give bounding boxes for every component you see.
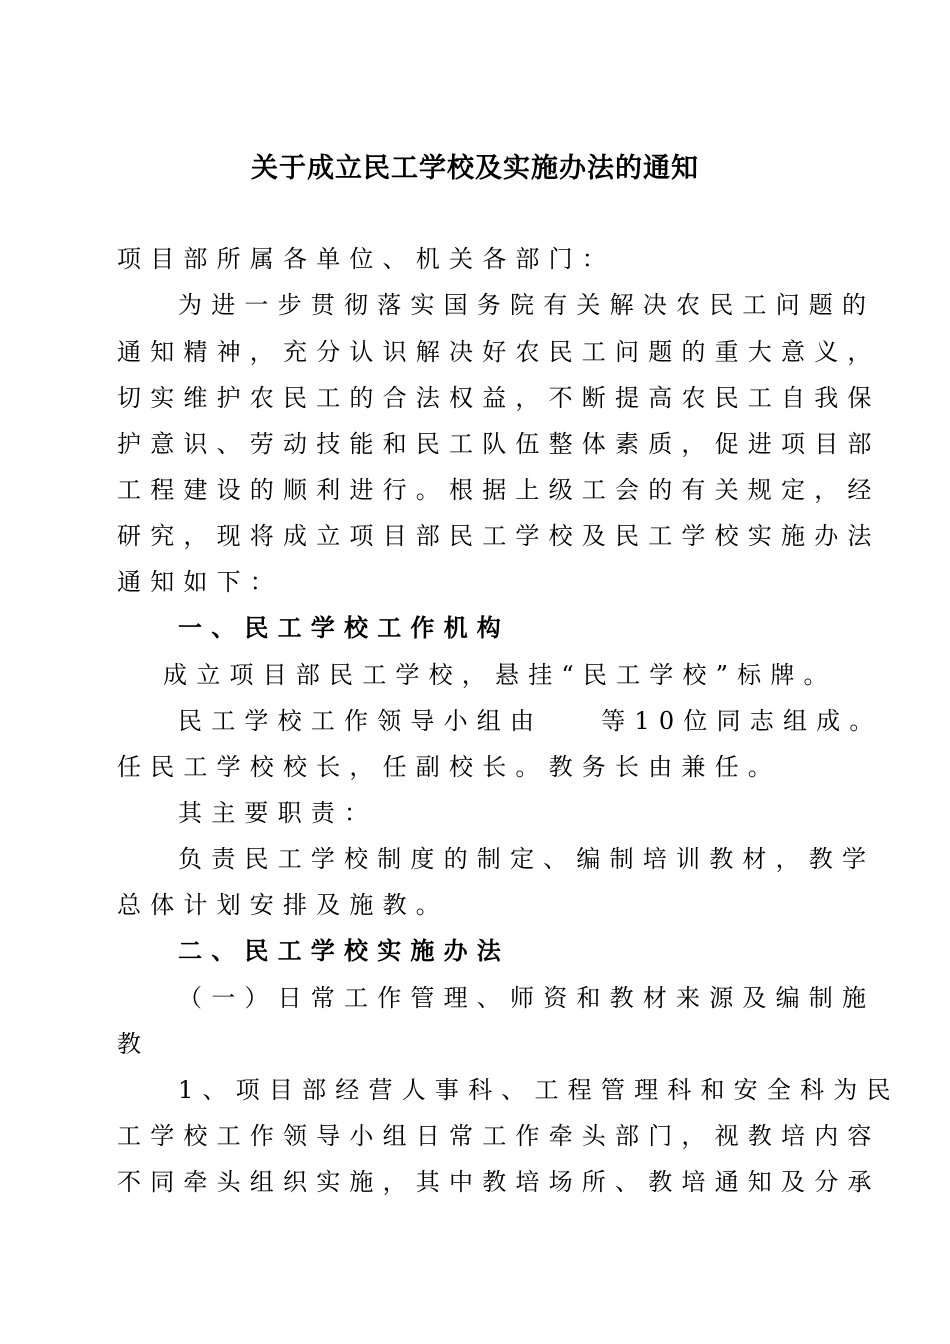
section-heading: 一、民工学校工作机构 [178,614,510,642]
paragraph: 成立项目部民工学校，悬挂“民工学校”标牌。 [163,661,837,689]
paragraph [178,706,883,736]
intro-line: 切实维护农民工的合法权益，不断提高农民工自我保 [117,384,881,412]
intro-line: 通知精神，充分认识解决好农民工问题的重大意义， [117,338,881,366]
intro-line: 护意识、劳动技能和民工队伍整体素质，促进项目部 [117,430,881,458]
paragraph: 不同牵头组织实施，其中教培场所、教培通知及分承 [117,1168,881,1196]
paragraph: 1、项目部经营人事科、工程管理科和安全科为民 [178,1076,900,1104]
intro-line: 研究，现将成立项目部民工学校及民工学校实施办法 [117,522,881,550]
salutation: 项目部所属各单位、机关各部门： [117,245,615,273]
duties-label: 其主要职责： [178,799,378,827]
document-title: 关于成立民工学校及实施办法的通知 [251,153,699,184]
paragraph-segment: 等10位同志组成。 [601,707,883,735]
intro-line: 工程建设的顺利进行。根据上级工会的有关规定，经 [117,476,881,504]
intro-line: 通知如下： [117,568,283,596]
paragraph: 工学校工作领导小组日常工作牵头部门，视教培内容 [117,1122,881,1150]
intro-line: 为进一步贯彻落实国务院有关解决农民工问题的 [178,291,876,319]
paragraph: 任民工学校校长，任副校长。教务长由兼任。 [117,753,781,781]
subsection-heading: （一）日常工作管理、师资和教材来源及编制施 [178,984,876,1012]
paragraph: 总体计划安排及施教。 [117,891,449,919]
paragraph-segment: 民工学校工作领导小组由 [178,707,544,735]
subsection-heading: 教 [117,1030,151,1058]
section-heading: 二、民工学校实施办法 [178,937,510,965]
paragraph: 负责民工学校制度的制定、编制培训教材，教学 [178,845,876,873]
